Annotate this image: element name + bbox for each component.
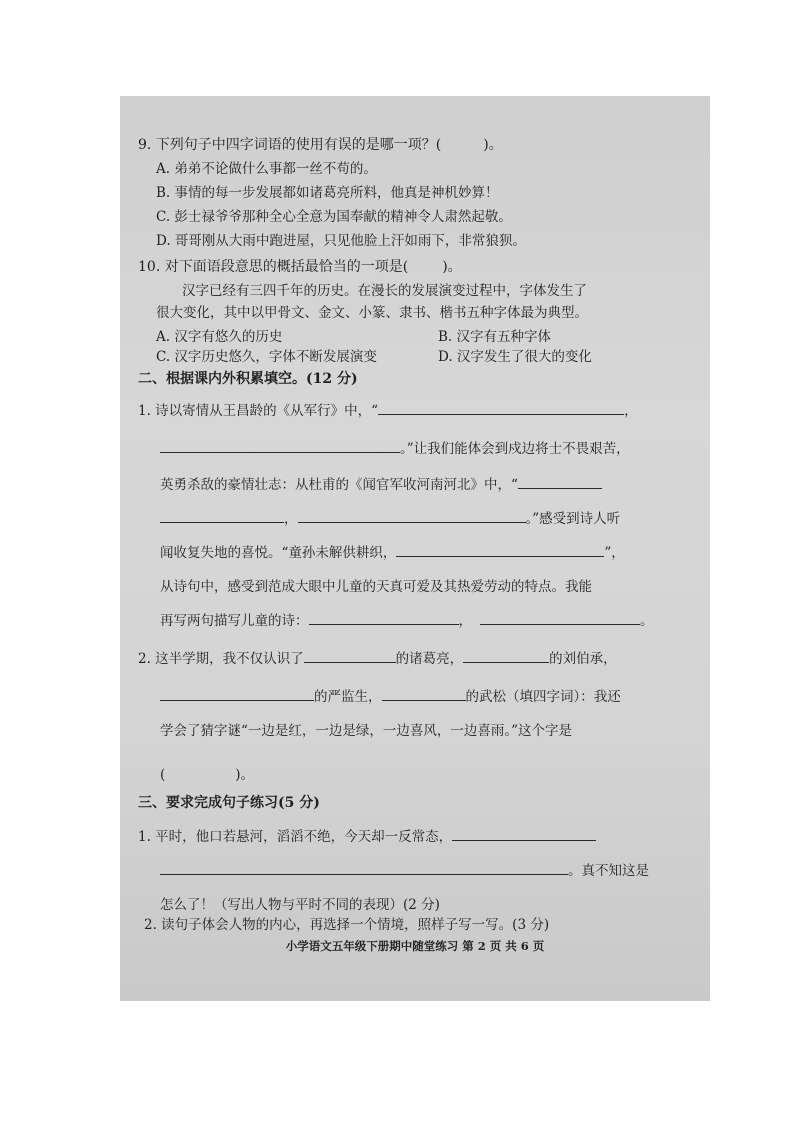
section3-title: 三、要求完成句子练习(5 分)	[138, 795, 320, 811]
answer-blank[interactable]	[480, 612, 640, 625]
answer-blank[interactable]	[160, 688, 314, 701]
s2-p1-line2: 。”让我们能体会到戍边将士不畏艰苦，	[160, 440, 630, 458]
answer-blank[interactable]	[160, 862, 568, 875]
answer-blank[interactable]	[396, 544, 604, 557]
q9-option-b: B. 事情的每一步发展都如诸葛亮所料，他真是神机妙算！	[156, 185, 499, 201]
answer-blank[interactable]	[382, 688, 466, 701]
s3-item1-line2: 。真不知这是	[160, 862, 649, 880]
s3-item2: 2. 读句子体会人物的内心，再选择一个情境，照样子写一写。(3 分)	[144, 917, 550, 933]
s2-p1-line1: 1. 诗以寄情从王昌龄的《从军行》中，“ ，	[138, 403, 638, 419]
q10-option-a: A. 汉字有悠久的历史	[156, 329, 283, 345]
s2-p1-line3: 英勇杀敌的豪情壮志：从杜甫的《闻官军收河南河北》中，“	[160, 476, 602, 494]
answer-blank[interactable]	[463, 650, 549, 663]
s2-p2-line4: ( )。	[160, 767, 255, 783]
answer-blank[interactable]	[518, 476, 602, 489]
answer-blank[interactable]	[160, 510, 284, 523]
q10-option-d: D. 汉字发生了很大的变化	[438, 349, 592, 365]
q9-option-a: A. 弟弟不论做什么事都一丝不苟的。	[156, 161, 377, 177]
q10-stem: 10. 对下面语段意思的概括最恰当的一项是( )。	[138, 259, 462, 275]
answer-blank[interactable]	[378, 402, 624, 415]
q10-passage-line2: 很大变化，其中以甲骨文、金文、小篆、隶书、楷书五种字体最为典型。	[156, 305, 588, 321]
exam-page-photo	[120, 96, 710, 1001]
answer-blank[interactable]	[452, 828, 596, 841]
page-footer: 小学语文五年级下册期中随堂练习 第 2 页 共 6 页	[285, 939, 545, 953]
q10-option-b: B. 汉字有五种字体	[438, 329, 552, 345]
answer-blank[interactable]	[160, 440, 400, 453]
answer-blank[interactable]	[309, 612, 459, 625]
s2-p2-line2: 的严监生， 的武松（填四字词）：我还	[160, 688, 621, 706]
s2-p1-line7: 再写两句描写儿童的诗： ， 。	[160, 613, 654, 629]
answer-blank[interactable]	[298, 510, 526, 523]
q9-option-d: D. 哥哥刚从大雨中跑进屋，只见他脸上汗如雨下，非常狼狈。	[156, 233, 526, 249]
q9-option-c: C. 彭士禄爷爷那种全心全意为国奉献的精神令人肃然起敬。	[156, 209, 512, 225]
s3-item1-line3: 怎么了！（写出人物与平时不同的表现）(2 分)	[160, 897, 440, 913]
q9-stem: 9. 下列句子中四字词语的使用有误的是哪一项？( )。	[138, 137, 503, 153]
s2-p1-line6: 从诗句中，感受到范成大眼中儿童的天真可爱及其热爱劳动的特点。我能	[160, 579, 592, 595]
s3-item1-line1: 1. 平时，他口若悬河，滔滔不绝，今天却一反常态，	[138, 828, 596, 846]
section2-title: 二、根据课内外积累填空。(12 分)	[138, 371, 358, 387]
s2-p2-line3: 学会了猜字谜“一边是红，一边是绿，一边喜风，一边喜雨。”这个字是	[160, 723, 573, 739]
answer-blank[interactable]	[304, 650, 396, 663]
s2-p2-line1: 2. 这半学期，我不仅认识了 的诸葛亮， 的刘伯承，	[138, 651, 617, 667]
s2-p1-line4: ， 。”感受到诗人听	[160, 510, 620, 528]
q10-passage-line1: 汉字已经有三四千年的历史。在漫长的发展演变过程中，字体发生了	[182, 283, 587, 299]
q10-option-c: C. 汉字历史悠久，字体不断发展演变	[156, 349, 377, 365]
s2-p1-line5: 闻收复失地的喜悦。“童孙未解供耕织， ”，	[160, 545, 625, 561]
